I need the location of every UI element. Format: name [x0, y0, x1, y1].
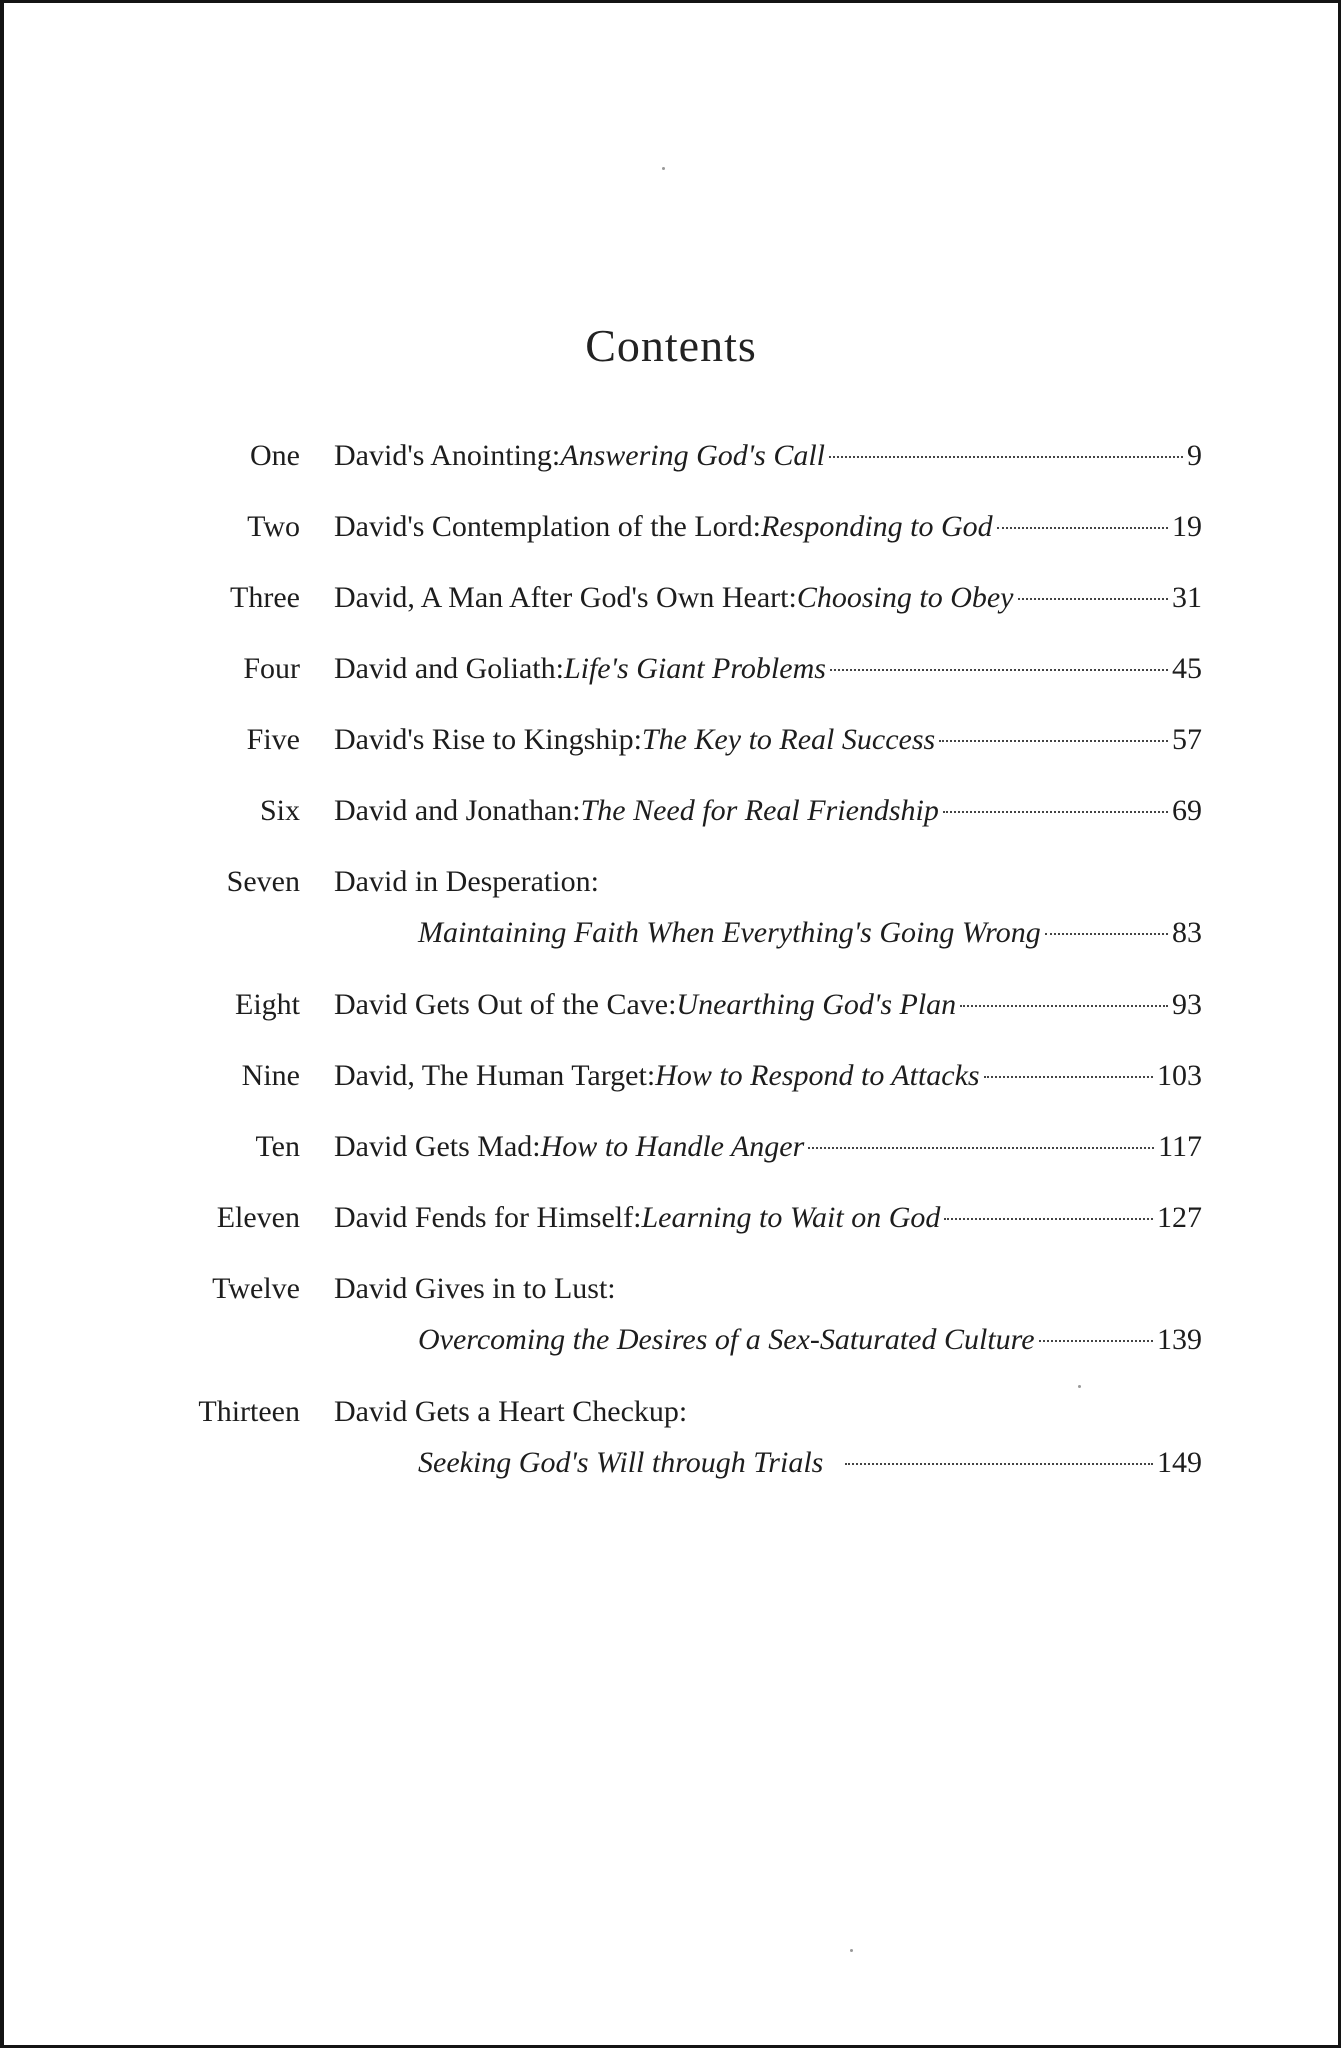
toc-line — [334, 1127, 1202, 1167]
dot-leader — [830, 669, 1168, 671]
toc-line — [334, 1056, 1202, 1096]
paper-speck — [1078, 1385, 1081, 1388]
page-number: 103 — [1157, 1059, 1202, 1092]
dot-leader — [984, 1076, 1153, 1078]
dot-leader — [1045, 933, 1168, 935]
toc-line — [334, 1392, 1202, 1432]
chapter-number: Four — [243, 652, 300, 685]
chapter-title: David Gets Out of the Cave: — [334, 988, 677, 1021]
toc-line — [334, 578, 1202, 618]
toc-line — [334, 507, 1202, 547]
page-number: 139 — [1157, 1323, 1202, 1356]
paper-speck — [662, 167, 665, 170]
chapter-title: David and Jonathan: — [334, 794, 581, 827]
chapter-subtitle: Answering God's Call — [560, 439, 826, 472]
toc-line — [334, 436, 1202, 476]
chapter-title: David, A Man After God's Own Heart: — [334, 581, 797, 614]
dot-leader — [808, 1147, 1154, 1149]
toc-subline — [418, 1320, 1202, 1360]
chapter-title: David Gets a Heart Checkup: — [334, 1395, 688, 1428]
toc-line — [334, 1269, 1202, 1309]
chapter-subtitle: Choosing to Obey — [796, 581, 1014, 614]
chapter-title: David in Desperation: — [334, 865, 599, 898]
dot-leader — [829, 456, 1183, 458]
page-number: 9 — [1187, 439, 1202, 472]
chapter-number: Twelve — [212, 1272, 300, 1305]
paper-speck — [850, 1949, 853, 1952]
dot-leader — [943, 811, 1168, 813]
toc-line — [334, 1198, 1202, 1238]
dot-leader — [1018, 598, 1169, 600]
chapter-title: David and Goliath: — [334, 652, 564, 685]
page-number: 19 — [1172, 510, 1202, 543]
chapter-subtitle: Responding to God — [761, 510, 993, 543]
page-number: 45 — [1172, 652, 1202, 685]
toc-line — [334, 985, 1202, 1025]
toc-line — [334, 862, 1202, 902]
toc-line — [334, 649, 1202, 689]
chapter-number: Six — [259, 794, 300, 827]
page-number: 127 — [1157, 1201, 1202, 1234]
page-number: 149 — [1157, 1446, 1202, 1479]
chapter-title: David, The Human Target: — [334, 1059, 656, 1092]
toc-subline — [418, 1443, 1202, 1483]
page-number: 83 — [1172, 916, 1202, 949]
chapter-title: David's Rise to Kingship: — [334, 723, 642, 756]
table-of-contents — [4, 3, 1341, 2051]
chapter-number: One — [250, 439, 300, 472]
dot-leader — [944, 1218, 1153, 1220]
chapter-number: Nine — [241, 1059, 300, 1092]
chapter-subtitle: The Key to Real Success — [641, 723, 936, 756]
dot-leader — [1039, 1340, 1153, 1342]
chapter-number: Three — [230, 581, 300, 614]
chapter-number: Thirteen — [198, 1395, 300, 1428]
chapter-subtitle: Maintaining Faith When Everything's Going Wrong — [418, 916, 1041, 949]
chapter-number: Eight — [235, 988, 300, 1021]
dot-leader — [845, 1463, 1153, 1465]
page-title: Contents — [585, 320, 757, 371]
toc-line — [334, 720, 1202, 760]
page-number: 93 — [1172, 988, 1202, 1021]
chapter-subtitle: How to Handle Anger — [540, 1130, 805, 1163]
chapter-title: David's Anointing: — [334, 439, 561, 472]
chapter-title: David Gives in to Lust: — [334, 1272, 616, 1305]
dot-leader — [960, 1005, 1168, 1007]
toc-line — [334, 791, 1202, 831]
chapter-number: Five — [246, 723, 300, 756]
chapter-number: Eleven — [216, 1201, 300, 1234]
page-number: 69 — [1172, 794, 1202, 827]
chapter-subtitle: Unearthing God's Plan — [676, 988, 957, 1021]
chapter-number: Two — [247, 510, 300, 543]
chapter-title: David Fends for Himself: — [334, 1201, 642, 1234]
chapter-number: Ten — [255, 1130, 300, 1163]
chapter-subtitle: Life's Giant Problems — [563, 652, 826, 685]
chapter-title: David Gets Mad: — [334, 1130, 541, 1163]
chapter-title: David's Contemplation of the Lord: — [334, 510, 762, 543]
chapter-subtitle: The Need for Real Friendship — [580, 794, 939, 827]
chapter-subtitle: How to Respond to Attacks — [655, 1059, 980, 1092]
chapter-number: Seven — [226, 865, 300, 898]
page-number: 117 — [1158, 1130, 1202, 1163]
chapter-subtitle: Learning to Wait on God — [641, 1201, 941, 1234]
page-number: 57 — [1172, 723, 1202, 756]
page-number: 31 — [1172, 581, 1202, 614]
dot-leader — [997, 527, 1168, 529]
chapter-subtitle: Overcoming the Desires of a Sex-Saturated Culture — [418, 1323, 1035, 1356]
toc-subline — [418, 913, 1202, 953]
dot-leader — [939, 740, 1168, 742]
chapter-subtitle: Seeking God's Will through Trials — [418, 1446, 824, 1479]
